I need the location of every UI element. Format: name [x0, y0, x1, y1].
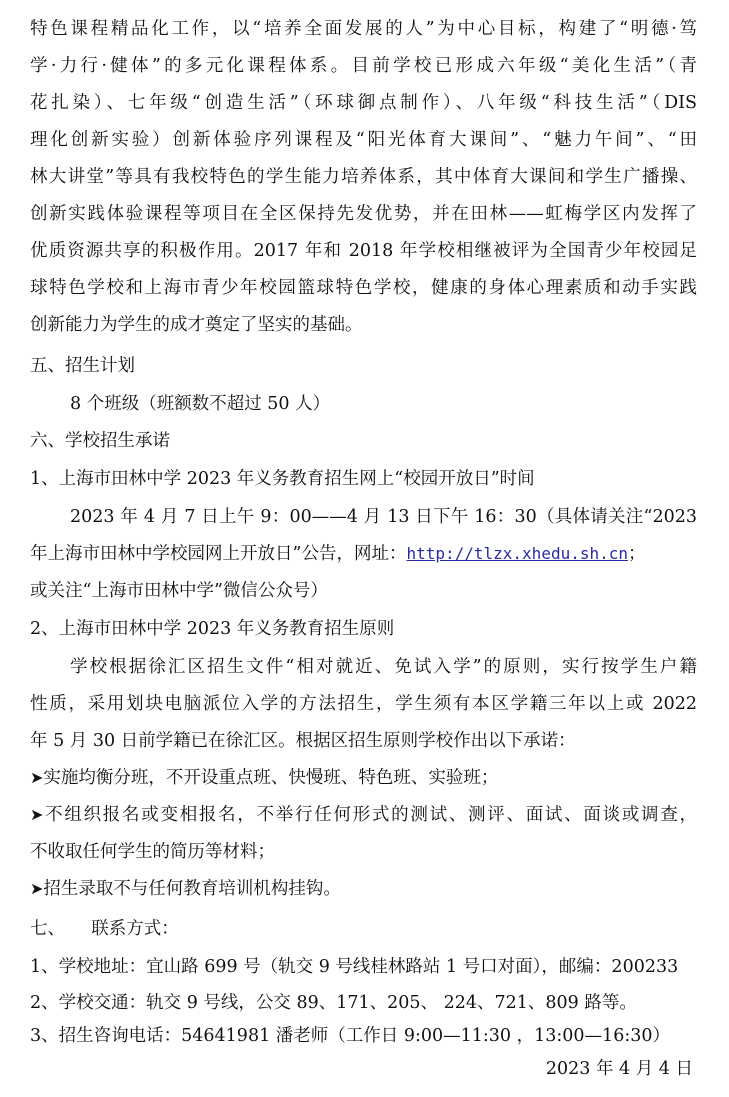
school-website-link[interactable]: http://tlzx.xhedu.sh.cn [406, 544, 629, 563]
item1-line-3: 或关注“上海市田林中学”微信公众号） [30, 581, 328, 601]
section7-heading: 七、 联系方式： [30, 919, 179, 939]
intro-line-1: 特色课程精品化工作，以“培养全面发展的人”为中心目标，构建了“明德·笃 [30, 19, 697, 39]
bullet-2-continuation: 不收取任何学生的简历等材料； [30, 842, 275, 862]
item1-heading: 1、上海市田林中学 2023 年义务教育招生网上“校园开放日”时间 [30, 469, 535, 489]
contact-phone: 3、招生咨询电话：54641981 潘老师（工作日 9:00—11:30 ，13:00—16:30） [30, 1026, 670, 1046]
intro-line-6: 创新实践体验课程等项目在全区保持先发优势，并在田林——虹梅学区内发挥了 [30, 204, 697, 224]
section5-heading: 五、招生计划 [30, 356, 135, 376]
intro-line-7: 优质资源共享的积极作用。2017 年和 2018 年学校相继被评为全国青少年校园足 [30, 241, 697, 261]
item2-line-2: 性质，采用划块电脑派位入学的方法招生，学生须有本区学籍三年以上或 2022 [30, 694, 697, 714]
item1-line-1: 2023 年 4 月 7 日上午 9：00——4 月 13 日下午 16：30（具体请关注“2023 [70, 507, 697, 527]
item1-line-2-suffix: ； [628, 544, 646, 564]
bullet-2 [30, 798, 697, 832]
item1-line-2-prefix: 年上海市田林中学校园网上开放日”公告，网址： [30, 544, 407, 564]
arrow-bullet-icon: ➤ [30, 768, 44, 787]
bullet-1-text: 实施均衡分班，不开设重点班、快慢班、特色班、实验班； [43, 768, 499, 788]
arrow-bullet-icon: ➤ [30, 805, 44, 824]
document-date: 2023 年 4 月 4 日 [545, 1059, 693, 1079]
intro-line-5: 林大讲堂”等具有我校特色的学生能力培养体系，其中体育大课间和学生广播操、 [30, 167, 697, 187]
item2-line-3: 年 5 月 30 日前学籍已在徐汇区。根据区招生原则学校作出以下承诺： [30, 731, 576, 751]
item2-heading: 2、上海市田林中学 2023 年义务教育招生原则 [30, 619, 395, 639]
arrow-bullet-icon: ➤ [30, 879, 44, 898]
bullet-2-text: 不组织报名或变相报名，不举行任何形式的测试、测评、面试、面谈或调查， [43, 805, 697, 825]
bullet-1 [30, 761, 697, 795]
bullet-3 [30, 872, 697, 906]
bullet-3-text: 招生录取不与任何教育培训机构挂钩。 [43, 879, 341, 899]
item1-line-2 [30, 537, 697, 571]
intro-line-9: 创新能力为学生的成才奠定了坚实的基础。 [30, 315, 363, 335]
intro-line-2: 学·力行·健体”的多元化课程体系。目前学校已形成六年级“美化生活”（青 [30, 56, 697, 76]
intro-line-3: 花扎染）、七年级“创造生活”（环球御点制作）、八年级“科技生活”（DIS [30, 93, 697, 113]
item2-line-1: 学校根据徐汇区招生文件“相对就近、免试入学”的原则，实行按学生户籍 [70, 657, 697, 677]
contact-address: 1、学校地址：宜山路 699 号（轨交 9 号线桂林路站 1 号口对面），邮编：200233 [30, 957, 679, 977]
contact-transport: 2、学校交通：轨交 9 号线，公交 89、171、205、 224、721、809 路等。 [30, 993, 637, 1013]
intro-line-8: 球特色学校和上海市青少年校园篮球特色学校，健康的身体心理素质和动手实践 [30, 278, 697, 298]
section6-heading: 六、学校招生承诺 [30, 431, 170, 451]
section5-body: 8 个班级（班额数不超过 50 人） [70, 394, 331, 414]
intro-line-4: 理化创新实验）创新体验序列课程及“阳光体育大课间”、“魅力午间”、“田 [30, 130, 697, 150]
